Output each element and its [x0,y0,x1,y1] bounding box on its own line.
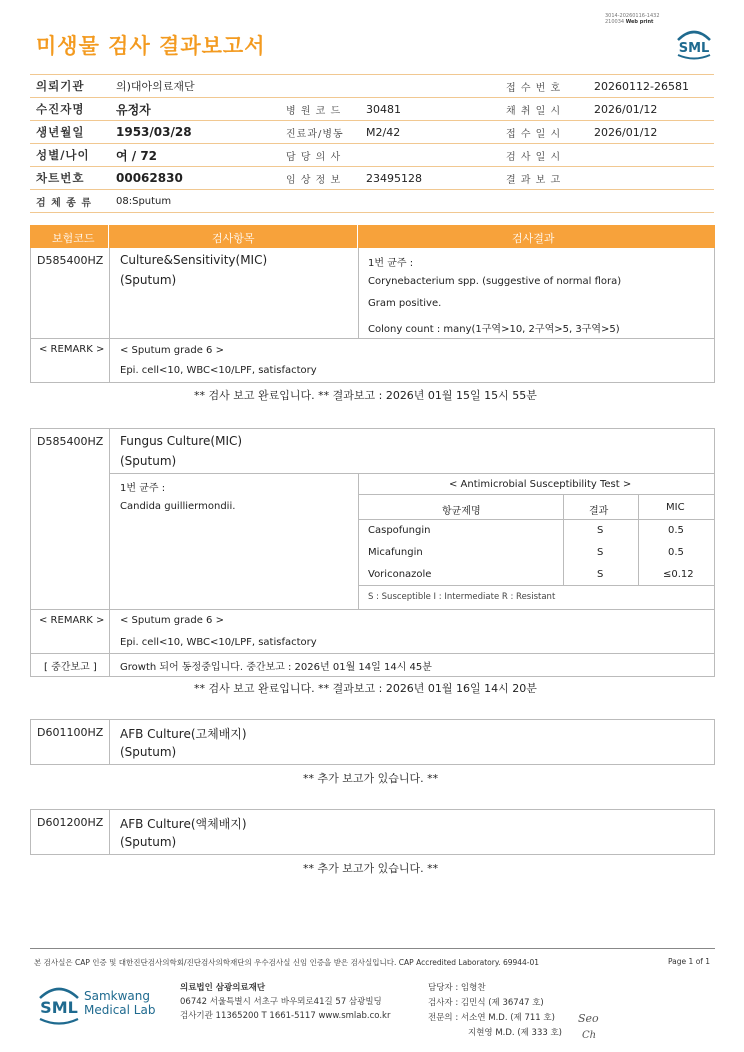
value-sex-age: 여 / 72 [110,144,280,167]
value-receipt-date: 2026/01/12 [588,121,714,144]
test-name: AFB Culture(고체배지) [120,727,247,741]
label-chart-no: 차트번호 [30,167,110,190]
label-hospital-code: 병 원 코 드 [280,98,360,121]
signature-seo: Seo [578,1012,599,1025]
print-id [605,13,660,25]
brand-line2: Medical Lab [84,1003,156,1017]
label-department: 진료과/병동 [280,121,360,144]
staff-specialist-1: 전문의 : 서소연 M.D. (제 711 호) [428,1013,555,1023]
brand-line1: Samkwang [84,989,150,1003]
specimen-type: (Sputum) [120,835,177,849]
remark-grade: < Sputum grade 6 > [120,615,224,626]
section-afb-solid [30,719,715,765]
test-code: D585400HZ [37,435,104,448]
ast-drug: Micafungin [368,547,423,558]
label-birthdate: 생년월일 [30,121,110,144]
test-name: Culture&Sensitivity(MIC) [120,253,268,267]
staff-info [428,981,562,1041]
header-code: 보험코드 [52,232,95,245]
specimen-type: (Sputum) [120,745,177,759]
report-complete-note: ** 검사 보고 완료입니다. ** 결과보고 : 2026년 01월 16일 14시 20분 [194,682,537,695]
value-report-date [588,167,714,190]
header-item: 검사항목 [212,232,255,245]
ast-result: S [597,569,604,580]
staff-specialist-2: 지현영 M.D. (제 333 호) [468,1028,563,1038]
value-hospital-code: 30481 [360,98,500,121]
page-number: Page 1 of 1 [668,957,711,966]
label-collection-date: 채 취 일 시 [500,98,588,121]
results-header [30,225,715,248]
test-code: D601200HZ [37,816,104,829]
sml-logo [674,26,714,60]
ast-result: S [597,525,604,536]
value-patient-name: 유정자 [110,98,280,121]
ast-result: S [597,547,604,558]
ast-mic: 0.5 [668,525,684,536]
value-requester: 의)대아의료재단 [110,75,500,98]
label-receipt-date: 접 수 일 시 [500,121,588,144]
info-row [30,121,714,144]
ast-drug: Caspofungin [368,525,431,536]
web-print-label: Web print [625,19,654,25]
specimen-type: (Sputum) [120,454,177,468]
value-collection-date: 2026/01/12 [588,98,714,121]
value-birthdate: 1953/03/28 [110,121,280,144]
patient-info-table [30,74,714,213]
label-doctor: 담 당 의 사 [280,144,360,167]
additional-report-note: ** 추가 보고가 있습니다. ** [303,862,439,875]
ast-title: < Antimicrobial Susceptibility Test > [449,479,632,490]
info-row [30,98,714,121]
specimen-type: (Sputum) [120,273,177,287]
org-address: 06742 서울특별시 서초구 바우뫼로41길 57 삼광빌딩 [180,997,382,1007]
label-sex-age: 성별/나이 [30,144,110,167]
section-fungus-culture [30,428,715,677]
staff-tester: 검사자 : 김민식 (제 36747 호) [428,998,544,1008]
info-row [30,75,714,98]
interim-report: Growth 되어 동정중입니다. 중간보고 : 2026년 01월 14일 14시 45분 [120,662,432,673]
value-department: M2/42 [360,121,500,144]
label-clinical-info: 임 상 정 보 [280,167,360,190]
sml-logo-text: SML [678,41,710,56]
value-accession-no: 20260112-26581 [588,75,714,98]
org-contact: 검사기관 11365200 T 1661-5117 www.smlab.co.kr [180,1011,391,1021]
header-result: 검사결과 [512,232,555,245]
label-specimen: 검 체 종 류 [30,190,110,213]
info-row [30,144,714,167]
colony-count: Colony count : many(1구역>10, 2구역>5, 3구역>5) [368,324,620,335]
ast-header-mic: MIC [666,502,685,513]
signature-ch: Ch [582,1030,597,1041]
ast-header-drug: 항균제명 [442,506,481,517]
remark-label: < REMARK > [39,615,105,626]
label-test-date: 검 사 일 시 [500,144,588,167]
label-patient-name: 수진자명 [30,98,110,121]
signature-image [576,1008,610,1042]
remark-cells: Epi. cell<10, WBC<10/LPF, satisfactory [120,365,317,376]
print-id-line1: 3014-20260116-1432 [605,13,660,19]
ast-drug: Voriconazole [368,569,432,580]
remark-label: < REMARK > [39,344,105,355]
test-name: Fungus Culture(MIC) [120,434,243,448]
test-code: D601100HZ [37,726,104,739]
certification-note: 본 검사실은 CAP 인증 및 대한진단검사의학회/진단검사의학재단의 우수검사실 신임 인증을 받은 검사실입니다. CAP Accredited Laboratory. 69944-01 [34,958,540,967]
value-specimen: 08:Sputum [110,190,714,213]
label-accession-no: 접 수 번 호 [500,75,588,98]
test-code: D585400HZ [37,254,104,267]
remark-grade: < Sputum grade 6 > [120,345,224,356]
label-requester: 의뢰기관 [30,75,110,98]
remark-cells: Epi. cell<10, WBC<10/LPF, satisfactory [120,637,317,648]
ast-header-result: 결과 [589,506,609,517]
strain-label: 1번 균주 : [368,258,414,269]
sml-footer-logo-text: SML [40,998,78,1017]
report-complete-note: ** 검사 보고 완료입니다. ** 결과보고 : 2026년 01월 15일 15시 55분 [194,389,537,402]
label-report-date: 결 과 보 고 [500,167,588,190]
value-clinical-info: 23495128 [360,167,500,190]
footer-divider [30,948,715,949]
ast-mic: 0.5 [668,547,684,558]
info-row [30,167,714,190]
value-doctor [360,144,500,167]
gram-stain: Gram positive. [368,298,442,309]
brand-name [84,989,155,1017]
sml-footer-logo [36,982,82,1026]
value-test-date [588,144,714,167]
strain-label: 1번 균주 : [120,483,166,494]
org-name: 의료법인 삼광의료재단 [180,983,266,993]
interim-label: [ 중간보고 ] [44,662,97,673]
organism-name: Candida guilliermondii. [120,501,236,512]
organization-info [180,981,390,1023]
print-id-line2: 210034 [605,19,625,25]
additional-report-note: ** 추가 보고가 있습니다. ** [303,772,439,785]
info-row [30,190,714,213]
organism-name: Corynebacterium spp. (suggestive of normal flora) [368,276,622,287]
ast-legend: S : Susceptible I : Intermediate R : Resistant [368,592,556,602]
section-afb-liquid [30,809,715,855]
page-title: 미생물 검사 결과보고서 [36,34,266,58]
test-name: AFB Culture(액체배지) [120,817,247,831]
ast-mic: ≤0.12 [663,569,694,580]
value-chart-no: 00062830 [110,167,280,190]
section-culture-sensitivity [30,248,715,383]
staff-in-charge: 담당자 : 임형찬 [428,983,486,993]
